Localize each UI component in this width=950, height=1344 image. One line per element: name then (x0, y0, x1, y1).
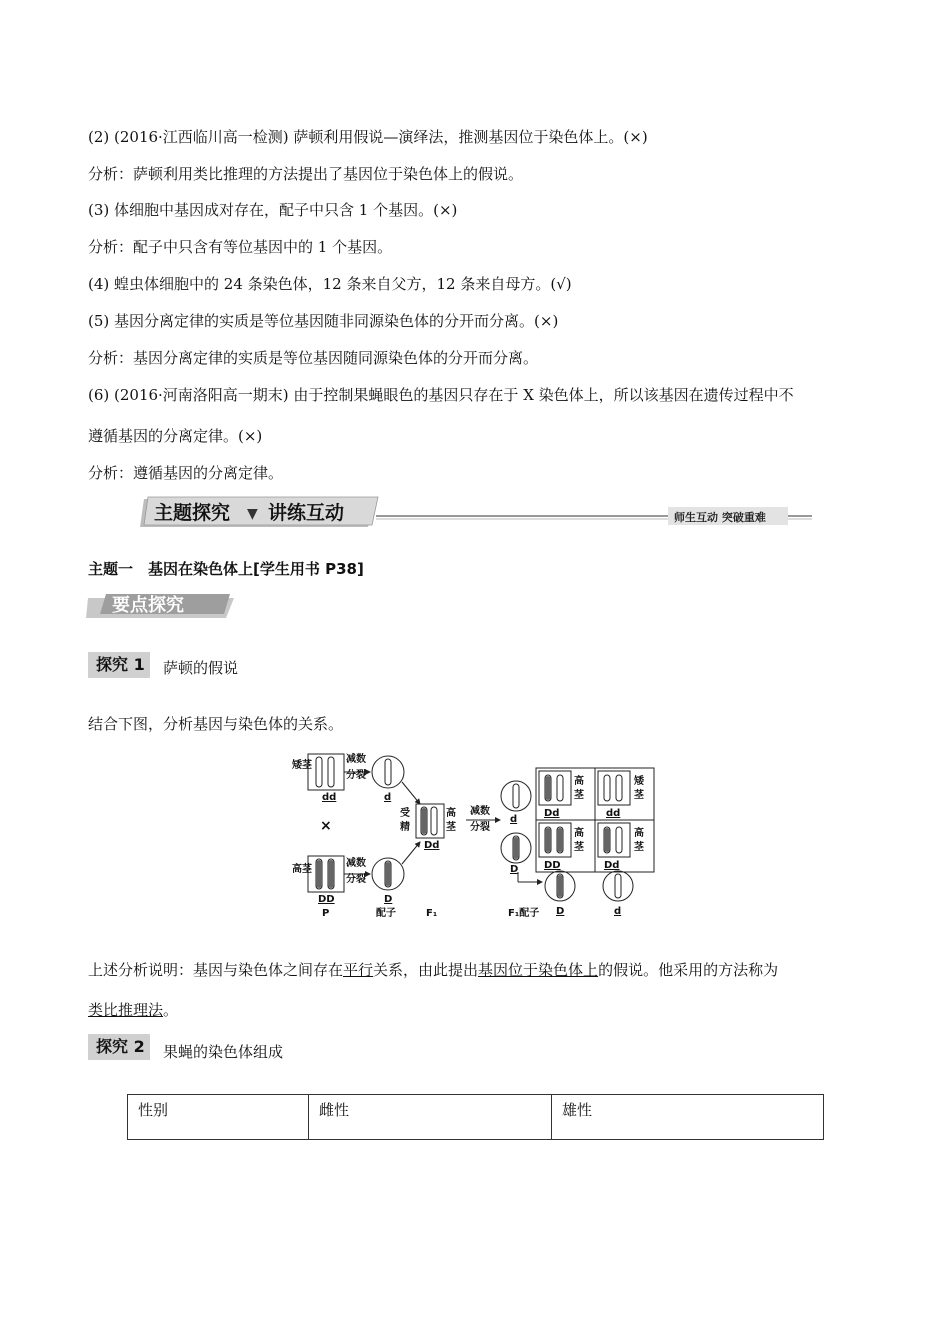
header-female: 雌性 (309, 1095, 552, 1140)
label-fertil-1: 受 (400, 808, 410, 819)
grid-tall-1c: 高 (634, 828, 644, 839)
item-4: (4) 蝗虫体细胞中的 24 条染色体，12 条来自父方，12 条来自母方。(√) (88, 275, 572, 293)
banner-tail: 师生互动 突破重难 (674, 511, 766, 524)
label-cross: × (320, 818, 332, 834)
conclusion-part4: 。 (163, 1001, 179, 1019)
conclusion-part3: 的假说。他采用的方法称为 (598, 961, 779, 979)
label-fertil-2: 精 (400, 822, 410, 833)
label-dd: dd (322, 792, 337, 803)
analysis-3: 分析：配子中只含有等位基因中的 1 个基因。 (88, 238, 393, 256)
answer-method: 类比推理法 (88, 1001, 164, 1019)
banner-left: 主题探究 (154, 502, 231, 524)
grid-tall-2c: 茎 (634, 842, 644, 853)
label-tall-stem: 高茎 (292, 864, 312, 875)
label-division-2: 分裂 (346, 874, 366, 885)
header-sex: 性别 (128, 1095, 309, 1140)
banner-arrow: ▼ (247, 506, 258, 522)
grid-short-1: 矮 (634, 776, 644, 787)
label-gamete-D: D (384, 894, 393, 905)
item-6: (6) (2016·河南洛阳高一期末) 由于控制果蝇眼色的基因只存在于 X 染色体上，所以该基因在遗传过程中不 (88, 386, 794, 404)
item-6-cont: 遵循基因的分离定律。(×) (88, 427, 263, 445)
explore2-tag: 探究 2 (88, 1034, 150, 1060)
label-P: P (322, 908, 330, 919)
grid-tall-1a: 高 (574, 776, 584, 787)
label-DD: DD (318, 894, 335, 905)
grid-short-2: 茎 (634, 790, 644, 801)
key-points-label (86, 590, 236, 620)
key-points-text: 要点探究 (112, 595, 184, 616)
item-2: (2) (2016·江西临川高一检测) 萨顿利用假说—演绎法，推测基因位于染色体上。(×) (88, 128, 648, 146)
label-meiosis-1: 减数 (346, 754, 366, 765)
label-short-stem: 矮茎 (292, 760, 312, 771)
label-f1-tall-1: 高 (446, 808, 456, 819)
intro-text: 结合下图，分析基因与染色体的关系。 (88, 715, 344, 733)
label-f1-gamete-D: D (510, 864, 519, 875)
item-5: (5) 基因分离定律的实质是等位基因随非同源染色体的分开而分离。(×) (88, 312, 559, 330)
header-male: 雄性 (552, 1095, 824, 1140)
analysis-2: 分析：萨顿利用类比推理的方法提出了基因位于染色体上的假说。 (88, 165, 524, 183)
explore1-title: 萨顿的假说 (163, 659, 239, 677)
conclusion-line2 (88, 1000, 178, 1020)
chromosome-table (127, 1094, 824, 1140)
grid-tall-2a: 茎 (574, 790, 584, 801)
item-3: (3) 体细胞中基因成对存在，配子中只含 1 个基因。(×) (88, 201, 458, 219)
label-meiosis-2: 减数 (346, 858, 366, 869)
grid-tall-2b: 茎 (574, 842, 584, 853)
topic-heading: 主题一 基因在染色体上[学生用书 P38] (88, 560, 364, 578)
label-meiosis-3: 减数 (470, 806, 490, 817)
label-F1-gamete: F₁配子 (508, 908, 540, 919)
label-bottom-D: D (556, 906, 565, 917)
banner-right: 讲练互动 (268, 502, 345, 524)
conclusion-line1 (88, 960, 778, 980)
label-f1-gamete-d: d (510, 814, 518, 825)
chromosome-diagram (288, 748, 660, 924)
label-bottom-d: d (614, 906, 622, 917)
label-division-3: 分裂 (470, 822, 490, 833)
grid-Dd-2: Dd (604, 860, 620, 871)
label-f1-tall-2: 茎 (446, 822, 456, 833)
answer-hypothesis: 基因位于染色体上 (478, 961, 599, 979)
explore1-tag: 探究 1 (88, 652, 150, 678)
grid-dd: dd (606, 808, 621, 819)
table-header-row (128, 1095, 824, 1140)
conclusion-part1: 上述分析说明：基因与染色体之间存在 (88, 961, 344, 979)
answer-parallel: 平行 (343, 961, 374, 979)
grid-DD: DD (544, 860, 561, 871)
analysis-5: 分析：基因分离定律的实质是等位基因随同源染色体的分开而分离。 (88, 349, 539, 367)
grid-tall-1b: 高 (574, 828, 584, 839)
section-banner (140, 495, 820, 531)
label-F1: F₁ (426, 908, 438, 919)
explore2-title: 果蝇的染色体组成 (163, 1043, 284, 1061)
analysis-6: 分析：遵循基因的分离定律。 (88, 464, 284, 482)
label-division-1: 分裂 (346, 770, 366, 781)
label-gamete-d: d (384, 792, 392, 803)
label-gamete: 配子 (376, 908, 396, 919)
grid-Dd-1: Dd (544, 808, 560, 819)
label-f1-Dd: Dd (424, 840, 440, 851)
conclusion-part2: 关系，由此提出 (373, 961, 479, 979)
